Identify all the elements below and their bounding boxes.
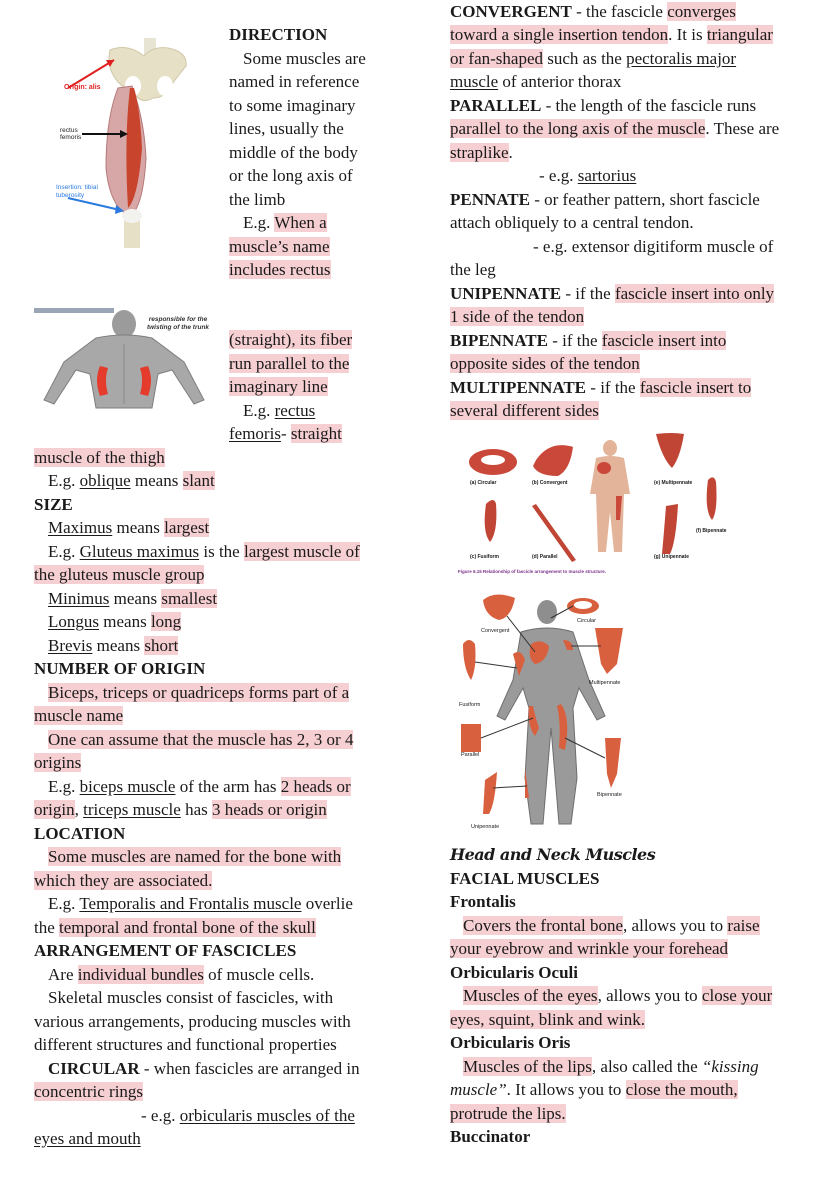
location-example: E.g. Temporalis and Frontalis muscle overlie	[48, 894, 353, 913]
label-body-multipennate: Multipennate	[589, 680, 621, 686]
direction-example-1c: includes rectus	[229, 260, 331, 279]
oris-text-b: muscle”. It allows you to close the mouth,	[450, 1080, 738, 1099]
oculi-text-b: eyes, squint, blink and wink.	[450, 1010, 646, 1029]
circular-example: - e.g. orbicularis muscles of the	[141, 1106, 355, 1125]
direction-example-2b: femoris- straight	[229, 424, 342, 443]
frontalis-text: Covers the frontal bone, allows you to raise	[463, 916, 760, 935]
origin-example-b: origin, triceps muscle has 3 heads or origin	[34, 800, 327, 819]
facial-muscles-heading: FACIAL MUSCLES	[450, 869, 600, 888]
oblique-figure	[34, 308, 214, 410]
frontalis-heading: Frontalis	[450, 892, 516, 911]
svg-text:Figure 6.15 Relationship of fa: Figure 6.15 Relationship of fascicle arrangement to muscle structure.	[458, 569, 607, 574]
bipennate-definition: BIPENNATE - if the fascicle insert into	[450, 331, 727, 350]
direction-example-1d: (straight), its fiber	[229, 330, 353, 349]
parallel-definition: PARALLEL - the length of the fascicle runs	[450, 96, 757, 115]
location-text-1: Some muscles are named for the bone with	[48, 847, 342, 866]
thigh-anatomy-illustration	[48, 38, 198, 248]
direction-example-1e: run parallel to the	[229, 354, 350, 373]
parallel-definition-c: straplike.	[450, 143, 513, 162]
label-body-parallel: Parallel	[461, 752, 480, 758]
location-example-b: the temporal and frontal bone of the skull	[34, 918, 316, 937]
size-example-b: the gluteus muscle group	[34, 565, 205, 584]
direction-text-2: named in reference	[229, 72, 360, 91]
head-neck-title: Head and Neck Muscles	[450, 845, 656, 864]
convergent-definition: CONVERGENT - the fascicle converges	[450, 2, 736, 21]
direction-text-4: lines, usually the	[229, 119, 344, 138]
arrangement-text-1: Are individual bundles of muscle cells.	[48, 965, 315, 984]
origin-text-2: One can assume that the muscle has 2, 3 or 4	[48, 730, 354, 749]
oculi-text: Muscles of the eyes, allows you to close your	[463, 986, 773, 1005]
label-fusiform: (c) Fusiform	[470, 554, 499, 560]
oculi-heading: Orbicularis Oculi	[450, 963, 578, 982]
frontalis-text-b: your eyebrow and wrinkle your forehead	[450, 939, 729, 958]
label-convergent: (b) Convergent	[532, 480, 568, 486]
direction-text-6: or the long axis of	[229, 166, 353, 185]
muscle-label: rectus femoris	[60, 127, 82, 141]
location-text-1b: which they are associated.	[34, 871, 213, 890]
fascicle-arrangement-figure	[458, 432, 754, 582]
pennate-example: - e.g. extensor digitiform muscle of	[533, 237, 774, 256]
circular-example-b: eyes and mouth	[34, 1129, 141, 1148]
rectus-femoris-figure	[48, 38, 198, 248]
label-unipennate: (g) Unipennate	[654, 554, 689, 560]
arrangement-text-2c: different structures and functional properties	[34, 1035, 337, 1054]
direction-example-1f: imaginary line	[229, 377, 328, 396]
pennate-example-b: the leg	[450, 260, 496, 279]
direction-text-1: Some muscles are	[243, 49, 366, 68]
origin-label: Origin: alis	[64, 84, 101, 91]
origin-text-2b: origins	[34, 753, 82, 772]
oris-text: Muscles of the lips, also called the “kissing	[463, 1057, 759, 1076]
pennate-definition-b: attach obliquely to a central tendon.	[450, 213, 694, 232]
multipennate-definition: MULTIPENNATE - if the fascicle insert to	[450, 378, 752, 397]
arrangement-heading: ARRANGEMENT OF FASCICLES	[34, 941, 297, 960]
oblique-caption: responsible for the twisting of the trunk	[146, 316, 210, 331]
label-circular: (a) Circular	[470, 480, 497, 486]
number-of-origin-heading: NUMBER OF ORIGIN	[34, 659, 206, 678]
circular-definition: CIRCULAR - when fascicles are arranged in	[48, 1059, 360, 1078]
body-fascicle-figure	[455, 588, 650, 833]
label-bipennate: (f) Bipennate	[696, 528, 727, 534]
parallel-definition-b: parallel to the long axis of the muscle. These are	[450, 119, 780, 138]
location-heading: LOCATION	[34, 824, 126, 843]
convergent-definition-c: or fan-shaped such as the pectoralis major	[450, 49, 737, 68]
unipennate-definition: UNIPENNATE - if the fascicle insert into only	[450, 284, 775, 303]
parallel-example: - e.g. sartorius	[539, 166, 637, 185]
direction-text-7: the limb	[229, 190, 286, 209]
size-heading: SIZE	[34, 495, 73, 514]
unipennate-definition-b: 1 side of the tendon	[450, 307, 585, 326]
direction-text-5: middle of the body	[229, 143, 358, 162]
size-brevis: Brevis means short	[48, 636, 179, 655]
size-maximus: Maximus means largest	[48, 518, 210, 537]
size-longus: Longus means long	[48, 612, 182, 631]
arrangement-text-2: Skeletal muscles consist of fascicles, with	[48, 988, 334, 1007]
oris-heading: Orbicularis Oris	[450, 1033, 571, 1052]
circular-definition-b: concentric rings	[34, 1082, 144, 1101]
fascicle-shapes-illustration	[458, 432, 754, 582]
insertion-label: Insertion: tibial tuberosity	[56, 184, 98, 199]
oris-text-c: protrude the lips.	[450, 1104, 566, 1123]
direction-text-3: to some imaginary	[229, 96, 356, 115]
label-body-convergent: Convergent	[481, 628, 510, 634]
origin-text-1: Biceps, triceps or quadriceps forms part of a	[48, 683, 350, 702]
direction-example-2c: muscle of the thigh	[34, 448, 165, 467]
label-body-bipennate: Bipennate	[597, 792, 622, 798]
size-minimus: Minimus means smallest	[48, 589, 218, 608]
label-body-circular: Circular	[577, 618, 596, 624]
arrangement-text-2b: various arrangements, producing muscles with	[34, 1012, 351, 1031]
buccinator-heading: Buccinator	[450, 1127, 531, 1146]
bipennate-definition-b: opposite sides of the tendon	[450, 354, 640, 373]
convergent-definition-d: muscle of anterior thorax	[450, 72, 622, 91]
direction-example-3: E.g. oblique means slant	[48, 471, 215, 490]
label-multipennate: (e) Multipennate	[654, 480, 693, 486]
multipennate-definition-b: several different sides	[450, 401, 599, 420]
direction-heading: DIRECTION	[229, 25, 328, 44]
direction-example-1b: muscle’s name	[229, 237, 330, 256]
origin-example: E.g. biceps muscle of the arm has 2 heads or	[48, 777, 351, 796]
label-parallel: (d) Parallel	[532, 554, 558, 560]
pennate-definition: PENNATE - or feather pattern, short fascicle	[450, 190, 760, 209]
convergent-definition-b: toward a single insertion tendon. It is triangular	[450, 25, 773, 44]
label-body-unipennate: Unipennate	[471, 824, 500, 830]
direction-example-2: E.g. rectus	[243, 401, 316, 420]
origin-text-1b: muscle name	[34, 706, 124, 725]
size-example: E.g. Gluteus maximus is the largest muscle of	[48, 542, 360, 561]
label-body-fusiform: Fusiform	[459, 702, 481, 708]
direction-example-1: E.g. When a	[243, 213, 327, 232]
